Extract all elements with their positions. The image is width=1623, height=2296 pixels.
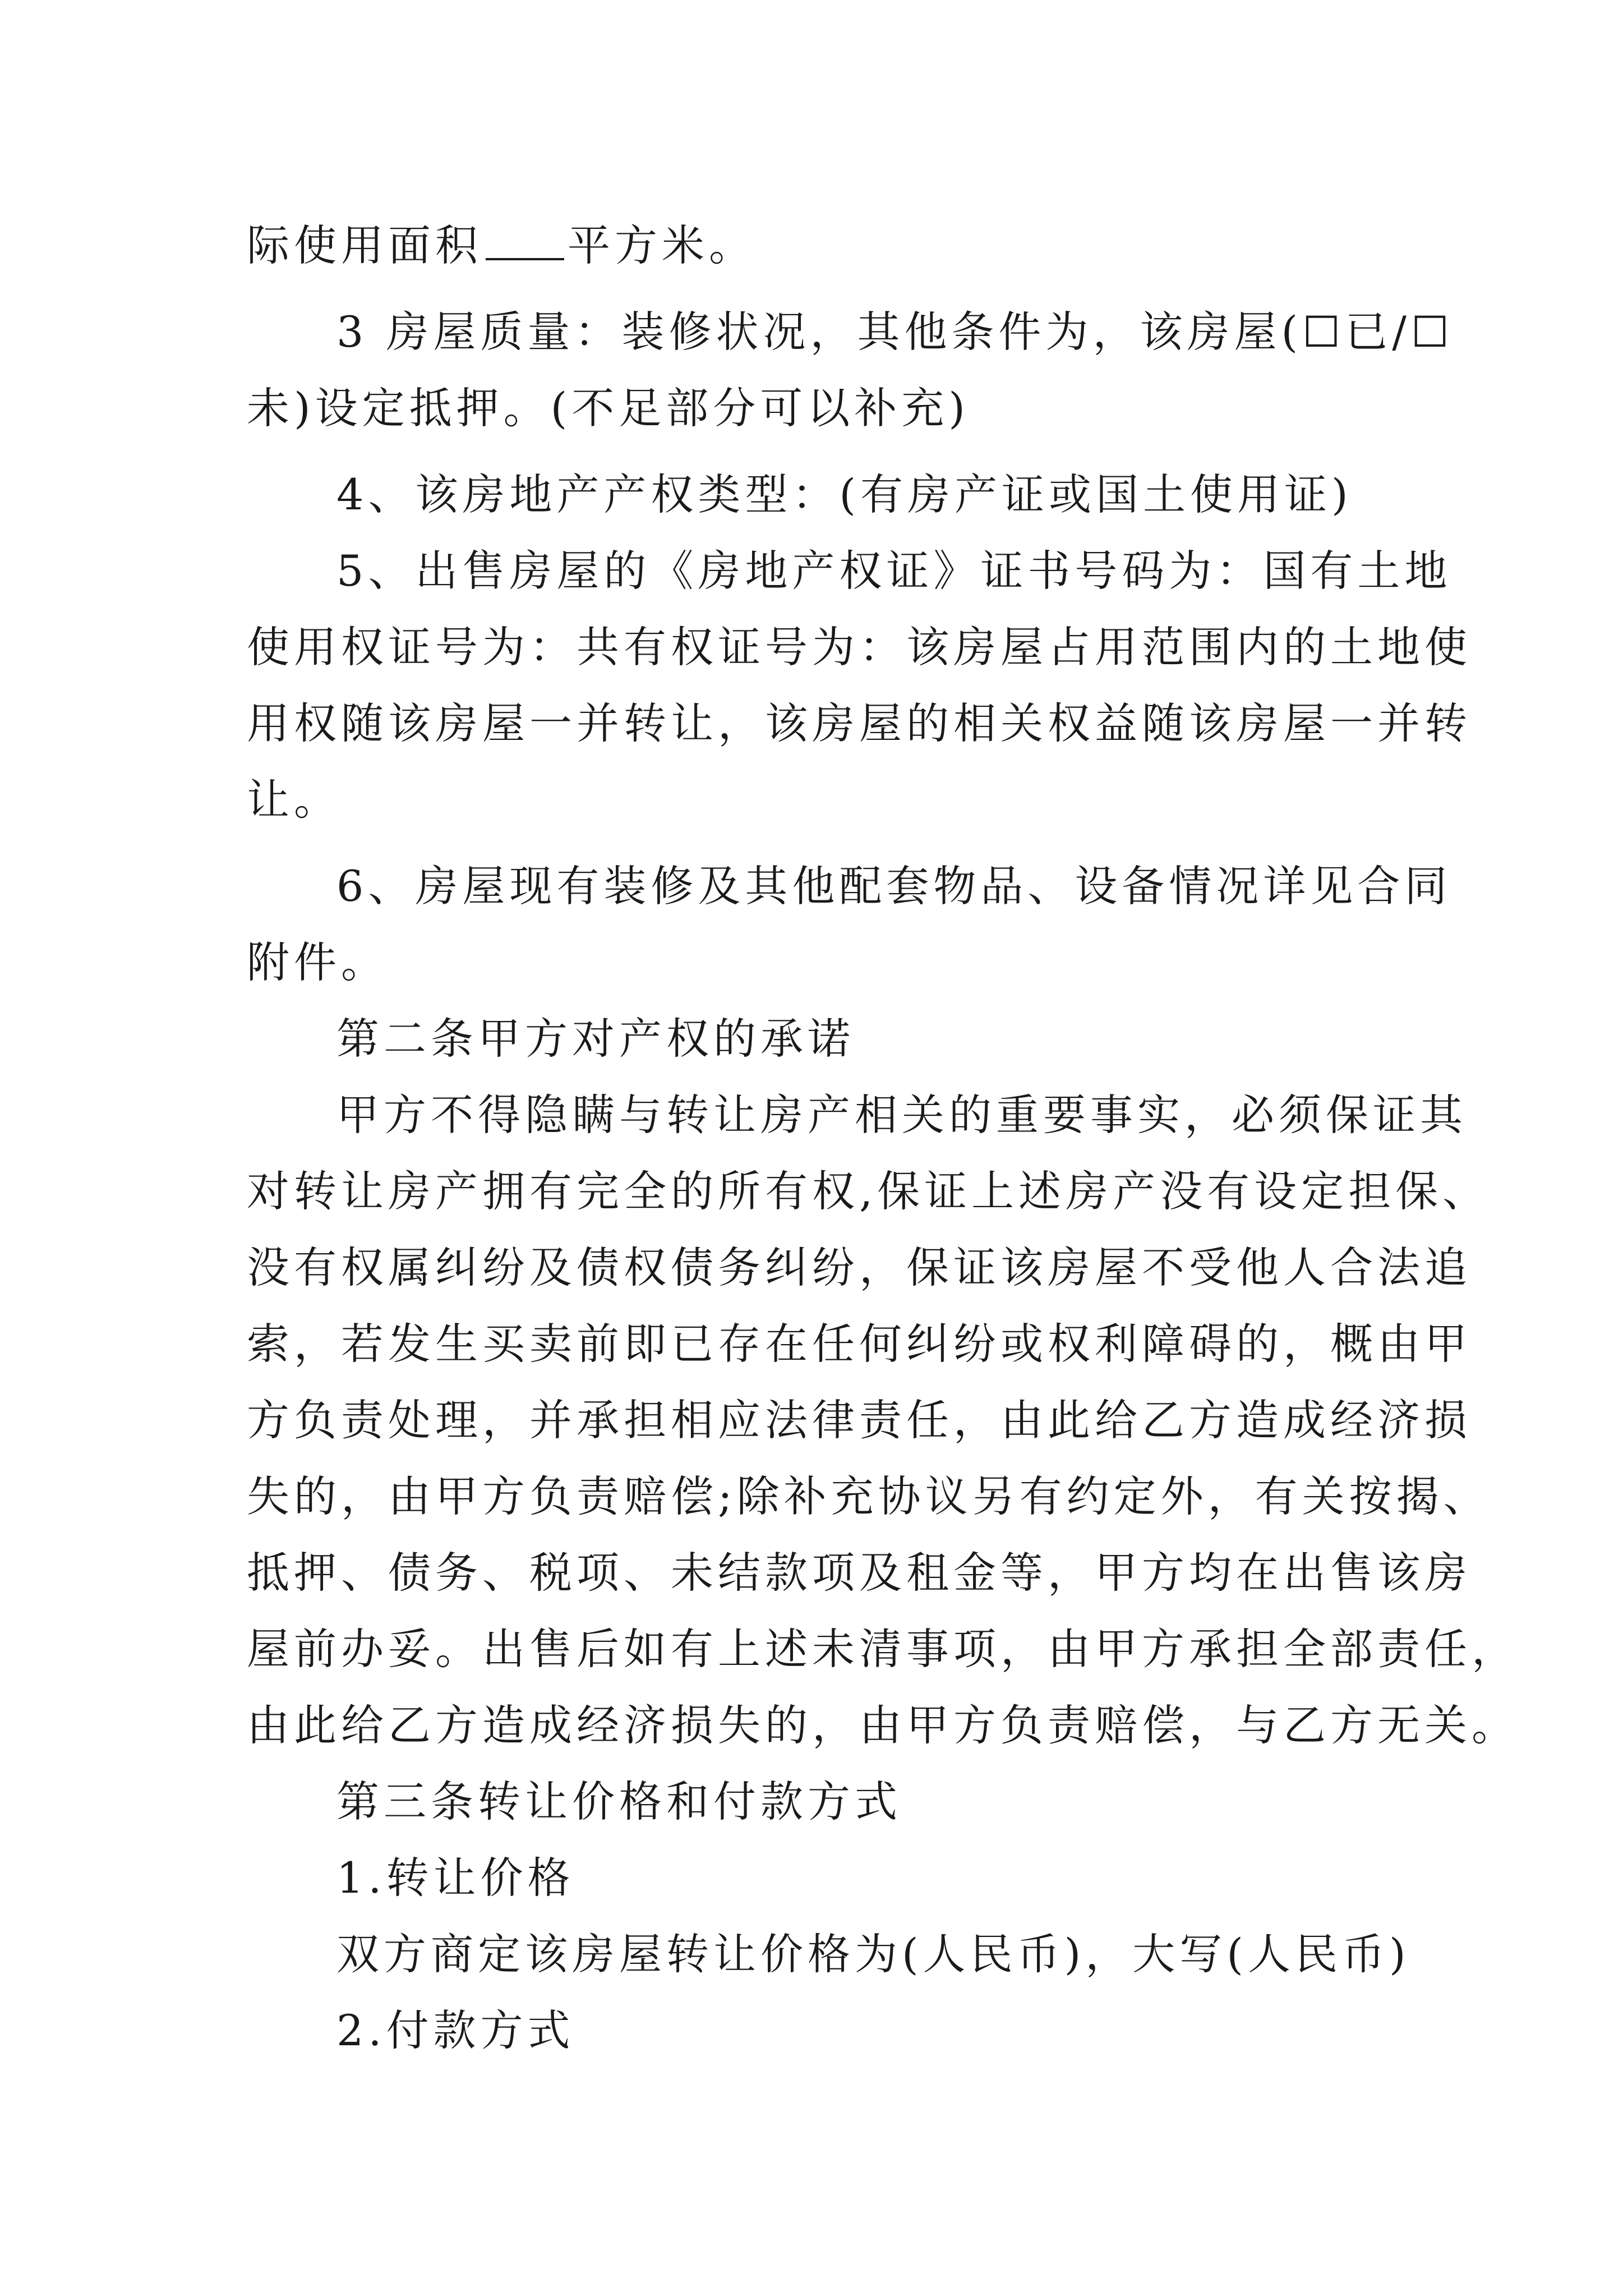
paragraph-line-6: 失的，由甲方负责赔偿;除补充协议另有约定外，有关按揭、	[247, 1471, 1491, 1521]
paragraph-line-2: 对转让房产拥有完全的所有权,保证上述房产没有设定担保、	[247, 1166, 1490, 1216]
paragraph-line-9: 由此给乙方造成经济损失的，由甲方负责赔偿，与乙方无关。	[247, 1700, 1519, 1750]
text-line-decoration-cont: 附件。	[247, 937, 388, 987]
subheading-price: 1.转让价格	[336, 1853, 575, 1903]
text-line-house-quality: 3 房屋质量：装修状况，其他条件为，该房屋(☐已/☐	[336, 307, 1454, 357]
text-line-price: 双方商定该房屋转让价格为(人民币)，大写(人民币)	[336, 1929, 1410, 1979]
area-label: 际使用面积	[247, 220, 482, 270]
text-line-certificate-cont-3: 让。	[247, 775, 341, 825]
text-line-mortgage: 未)设定抵押。(不足部分可以补充)	[247, 383, 970, 433]
text-line-certificate-cont-1: 使用权证号为：共有权证号为：该房屋占用范围内的土地使	[247, 622, 1472, 672]
section-heading-article-2: 第二条甲方对产权的承诺	[336, 1014, 855, 1064]
section-heading-article-3: 第三条转让价格和付款方式	[336, 1777, 902, 1826]
area-blank-field	[486, 219, 564, 260]
text-line-area	[247, 208, 1391, 284]
paragraph-line-3: 没有权属纠纷及债权债务纠纷，保证该房屋不受他人合法追	[247, 1243, 1472, 1292]
paragraph-line-7: 抵押、债务、税项、未结款项及租金等，甲方均在出售该房	[247, 1548, 1472, 1598]
paragraph-line-1: 甲方不得隐瞒与转让房产相关的重要事实，必须保证其	[336, 1090, 1467, 1140]
paragraph-line-8: 屋前办妥。出售后如有上述未清事项，由甲方承担全部责任，	[247, 1624, 1519, 1674]
text-line-decoration: 6、房屋现有装修及其他配套物品、设备情况详见合同	[336, 861, 1452, 911]
paragraph-line-4: 索，若发生买卖前即已存在任何纠纷或权利障碍的，概由甲	[247, 1319, 1472, 1369]
subheading-payment: 2.付款方式	[336, 2005, 575, 2055]
text-line-certificate-cont-2: 用权随该房屋一并转让，该房屋的相关权益随该房屋一并转	[247, 698, 1472, 748]
text-line-property-type: 4、该房地产产权类型：(有房产证或国土使用证)	[336, 470, 1353, 519]
text-line-certificate: 5、出售房屋的《房地产权证》证书号码为：国有土地	[336, 546, 1452, 596]
paragraph-line-5: 方负责处理，并承担相应法律责任，由此给乙方造成经济损	[247, 1395, 1472, 1445]
area-unit: 平方米。	[568, 220, 756, 270]
document-body	[247, 208, 1519, 2069]
